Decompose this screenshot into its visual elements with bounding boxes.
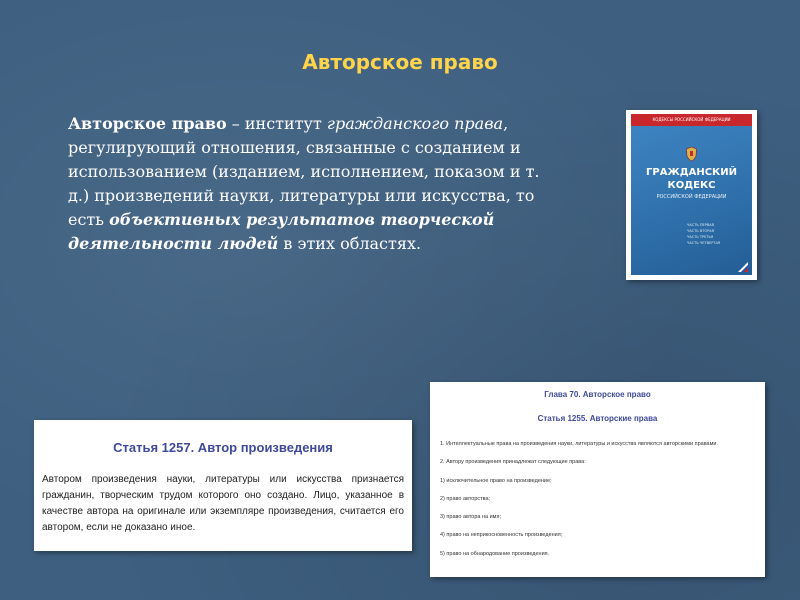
flag-stripes-icon: [738, 262, 748, 272]
article-item: 1. Интеллектуальные права на произведения науки, литературы и искусства являются авторскими правами.: [440, 441, 718, 447]
book-part: ЧАСТЬ ЧЕТВЕРТАЯ: [687, 241, 721, 245]
article-1255-heading: Статья 1255. Авторские права: [537, 414, 658, 423]
article-item: 5) право на обнародование произведения.: [440, 550, 550, 557]
book-parts-list: [687, 222, 747, 246]
article-1255-items: [440, 441, 760, 569]
book-part: ЧАСТЬ ТРЕТЬЯ: [687, 235, 714, 239]
civil-code-book-image: [626, 110, 757, 280]
article-1255-excerpt: [430, 382, 765, 577]
article-item: 2) право авторства;: [440, 495, 491, 502]
slide-title: Авторское право: [302, 50, 498, 74]
coat-of-arms-icon: [685, 146, 698, 162]
definition-paragraph: [68, 112, 558, 256]
book-cover: [631, 114, 752, 275]
term-bold: Авторское право: [68, 114, 227, 133]
article-item: 1) исключительное право на произведение;: [440, 477, 552, 484]
article-item: 3) право автора на имя;: [440, 514, 501, 521]
book-subtitle: РОССИЙСКОЙ ФЕДЕРАЦИИ: [656, 194, 727, 200]
book-band: КОДЕКСЫ РОССИЙСКОЙ ФЕДЕРАЦИИ: [631, 114, 752, 126]
article-1257-body: Автором произведения науки, литературы или искусства признается гражданин, творческим трудом которого оно создано. Лицо, указанное в качестве автора на оригинале или экземпляре произведения, считается его автором, если не доказано иное.: [42, 474, 404, 533]
book-part: ЧАСТЬ ПЕРВАЯ: [687, 223, 715, 227]
text-part-1: – институт: [226, 114, 327, 133]
article-item: 4) право на неприкосновенность произведения;: [440, 532, 563, 539]
article-item: 2. Автору произведения принадлежат следующие права:: [440, 459, 586, 466]
chapter-70-heading: Глава 70. Авторское право: [544, 390, 651, 399]
book-title-line1: ГРАЖДАНСКИЙ: [646, 167, 737, 178]
text-part-2: , регулирующий отношения, связанные с созданием и использованием (изданием, исполнением, показом и т. д.) произведений науки, литературы или искусства, то есть: [68, 114, 540, 229]
text-part-3: в этих областях.: [278, 234, 422, 253]
emphasis-bold-italic: объективных результатов творческой деятельности людей: [68, 210, 495, 253]
article-1257-excerpt: [34, 420, 412, 551]
book-part: ЧАСТЬ ВТОРАЯ: [687, 229, 715, 233]
civil-law-italic: гражданского права: [326, 114, 504, 133]
book-title-line2: КОДЕКС: [667, 180, 716, 191]
book-title: [631, 166, 752, 192]
article-1257-heading: Статья 1257. Автор произведения: [113, 440, 333, 455]
